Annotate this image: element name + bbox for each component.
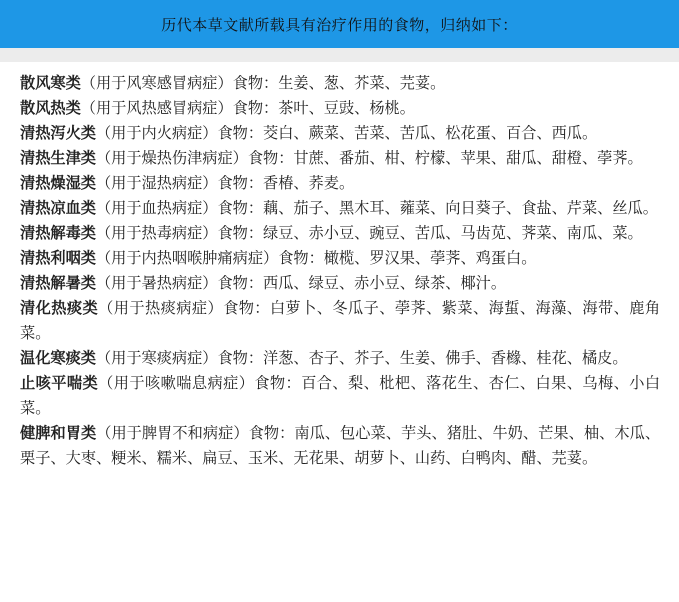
foods-text: 绿豆、赤小豆、豌豆、苦瓜、马齿苋、荠菜、南瓜、菜。 — [263, 224, 643, 242]
foods-text: 生姜、葱、芥菜、芫荽。 — [278, 74, 446, 92]
foods-text: 藕、茄子、黑木耳、蕹菜、向日葵子、食盐、芹菜、丝瓜。 — [263, 199, 658, 217]
category-label: 温化寒痰类 — [20, 349, 96, 367]
foods-text: 茭白、蕨菜、苦菜、苦瓜、松花蛋、百合、西瓜。 — [263, 124, 598, 142]
foods-text: 西瓜、绿豆、赤小豆、绿茶、椰汁。 — [263, 274, 506, 292]
category-label: 健脾和胃类 — [20, 424, 97, 442]
usage-text: （用于脾胃不和病症）食物： — [96, 424, 295, 442]
usage-text: （用于暑热病症）食物： — [95, 274, 263, 292]
list-item — [20, 221, 660, 246]
foods-text: 洋葱、杏子、芥子、生姜、佛手、香橼、桂花、橘皮。 — [263, 349, 628, 367]
usage-text: （用于寒痰病症）食物： — [95, 349, 263, 367]
foods-text: 甘蔗、番茄、柑、柠檬、苹果、甜瓜、甜橙、荸荠。 — [293, 149, 643, 167]
usage-text: （用于内热咽喉肿痛病症）食物： — [95, 249, 324, 267]
list-item — [20, 71, 660, 96]
list-item — [20, 271, 660, 296]
list-item — [20, 371, 660, 421]
usage-text: （用于风热感冒病症）食物： — [80, 99, 279, 117]
list-item — [20, 96, 660, 121]
list-item — [20, 196, 660, 221]
list-item — [20, 346, 660, 371]
header-banner — [0, 0, 679, 48]
list-item — [20, 246, 660, 271]
list-item — [20, 296, 660, 346]
foods-text: 百合、梨、枇杷、落花生、杏仁、白果、乌梅、小白菜。 — [20, 374, 661, 417]
foods-text: 南瓜、包心菜、芋头、猪肚、牛奶、芒果、柚、木瓜、栗子、大枣、粳米、糯米、扁豆、玉米、无花果、胡萝卜、山药、白鸭肉、醋、芫荽。 — [20, 424, 661, 467]
list-item — [20, 121, 660, 146]
usage-text: （用于咳嗽喘息病症）食物： — [98, 374, 302, 392]
usage-text: （用于湿热病症）食物： — [95, 174, 263, 192]
usage-text: （用于风寒感冒病症）食物： — [80, 74, 279, 92]
category-label: 清热凉血类 — [20, 199, 96, 217]
banner-text: 历代本草文献所载具有治疗作用的食物，归纳如下： — [161, 15, 518, 34]
separator-band — [0, 48, 679, 62]
category-label: 止咳平喘类 — [20, 374, 99, 392]
category-label: 清热生津类 — [20, 149, 96, 167]
list-item — [20, 146, 660, 171]
list-item — [20, 171, 660, 196]
food-list — [20, 71, 660, 471]
foods-text: 香椿、荞麦。 — [263, 174, 355, 192]
category-label: 清热解暑类 — [20, 274, 96, 292]
category-label: 清热燥湿类 — [20, 174, 96, 192]
foods-text: 橄榄、罗汉果、荸荠、鸡蛋白。 — [323, 249, 537, 267]
category-label: 清化热痰类 — [20, 299, 99, 317]
usage-text: （用于燥热伤津病症）食物： — [95, 149, 294, 167]
category-label: 散风热类 — [20, 99, 81, 117]
foods-text: 白萝卜、冬瓜子、荸荠、紫菜、海蜇、海藻、海带、鹿角菜。 — [20, 299, 661, 342]
usage-text: （用于内火病症）食物： — [95, 124, 263, 142]
list-item — [20, 421, 660, 471]
category-label: 清热利咽类 — [20, 249, 96, 267]
usage-text: （用于热痰病症）食物： — [98, 299, 270, 317]
category-label: 清热泻火类 — [20, 124, 96, 142]
usage-text: （用于热毒病症）食物： — [95, 224, 263, 242]
category-label: 清热解毒类 — [20, 224, 96, 242]
category-label: 散风寒类 — [20, 74, 81, 92]
foods-text: 茶叶、豆豉、杨桃。 — [278, 99, 415, 117]
usage-text: （用于血热病症）食物： — [95, 199, 263, 217]
